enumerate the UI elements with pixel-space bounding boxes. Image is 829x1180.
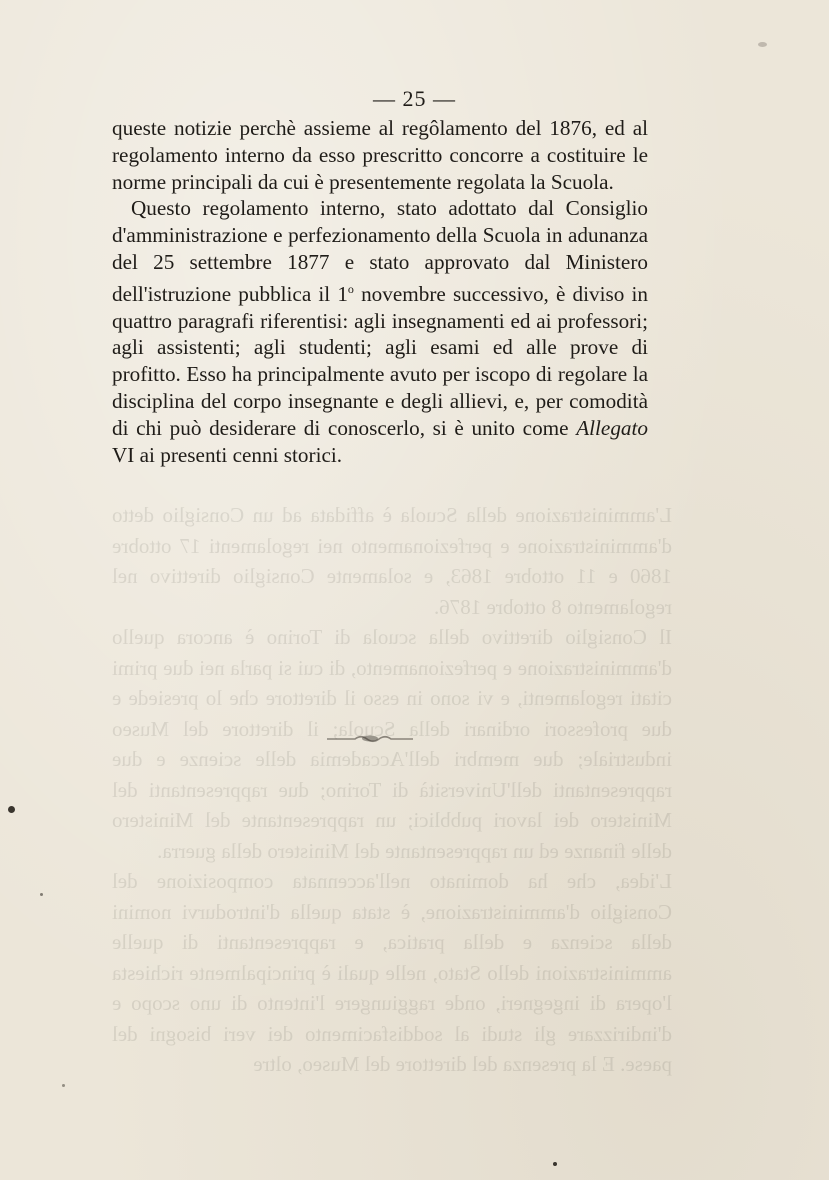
ordinal-superscript: o — [347, 281, 354, 296]
page-number: — 25 — — [373, 86, 456, 111]
paragraph-2-text-after: VI ai presenti cenni storici. — [112, 442, 343, 467]
paragraph-2-text-middle: novembre successivo, è diviso in quattro paragrafi riferentisi: agli insegnamenti ed ai professori; agli assistenti; agli studenti; agli esami ed alle prove di profitto. Esso ha principalmente avuto per iscopo di regolare la disciplina del corpo insegnante e degli allievi, e, per comodità di chi può desiderare di conoscerlo, si è unito come — [112, 281, 648, 440]
paragraph-1 — [112, 115, 648, 195]
allegato-italic: Allegato — [576, 415, 648, 440]
body-text — [112, 115, 648, 468]
show-through-paragraph: Il Consiglio direttivo della scuola di Torino è ancora quello d'amministrazione e perfezionamento, di cui si parla nei due primi citati regolamenti, e vi sono in esso il direttore che lo presiede e due professori ordinari della Scuola; il direttore del Museo industriale; due membri dell'Accademia delle scienze e due rappresentanti dell'Università di Torino; due rappresentanti del Ministero dei lavori pubblici; un rappresentante del Ministero delle finanze ed un rappresentante del Ministero della guerra. — [112, 625, 672, 863]
divider-ornament — [325, 732, 415, 744]
paragraph-2-text-before: Questo regolamento interno, stato adottato dal Consiglio d'amministrazione e perfezionamento della Scuola in adunanza del 25 settembre 1877 e stato approvato dal Ministero dell'istruzione pubblica il 1 — [112, 196, 648, 306]
show-through-paragraph: L'idea, che ha dominato nell'accennata composizione del Consiglio d'amministrazione, è stata quella d'introdurvi nomini della scienza e della pratica, e rappresentanti di quelle amministrazioni dello Stato, nelle quali è principalmente richiesta l'opera di ingegneri, onde raggiungere l'intento di uno scopo e d'indirizzare gli studi al soddisfacimento dei veri bisogni del paese. E la presenza del direttore del Museo, oltre — [112, 869, 672, 1076]
paragraph-2 — [112, 195, 648, 468]
paragraph-1-text: queste notizie perchè assieme al regôlamento del 1876, ed al regolamento interno da esso prescritto concorre a costituire le norme principali da cui è presentemente regolata la Scuola. — [112, 116, 648, 194]
paper-speck — [40, 893, 43, 896]
paper-speck — [553, 1162, 557, 1166]
paper-speck — [8, 806, 15, 813]
show-through-text — [112, 500, 672, 1080]
show-through-paragraph: L'amministrazione della Scuola è affidata ad un Consiglio detto d'amministrazione e perfezionamento nei regolamenti 17 ottobre 1860 e 11 ottobre 1863, e solamente Consiglio direttivo nel regolamento 8 ottobre 1876. — [112, 503, 672, 619]
paper-speck — [62, 1084, 65, 1087]
paper-speck — [758, 42, 767, 47]
